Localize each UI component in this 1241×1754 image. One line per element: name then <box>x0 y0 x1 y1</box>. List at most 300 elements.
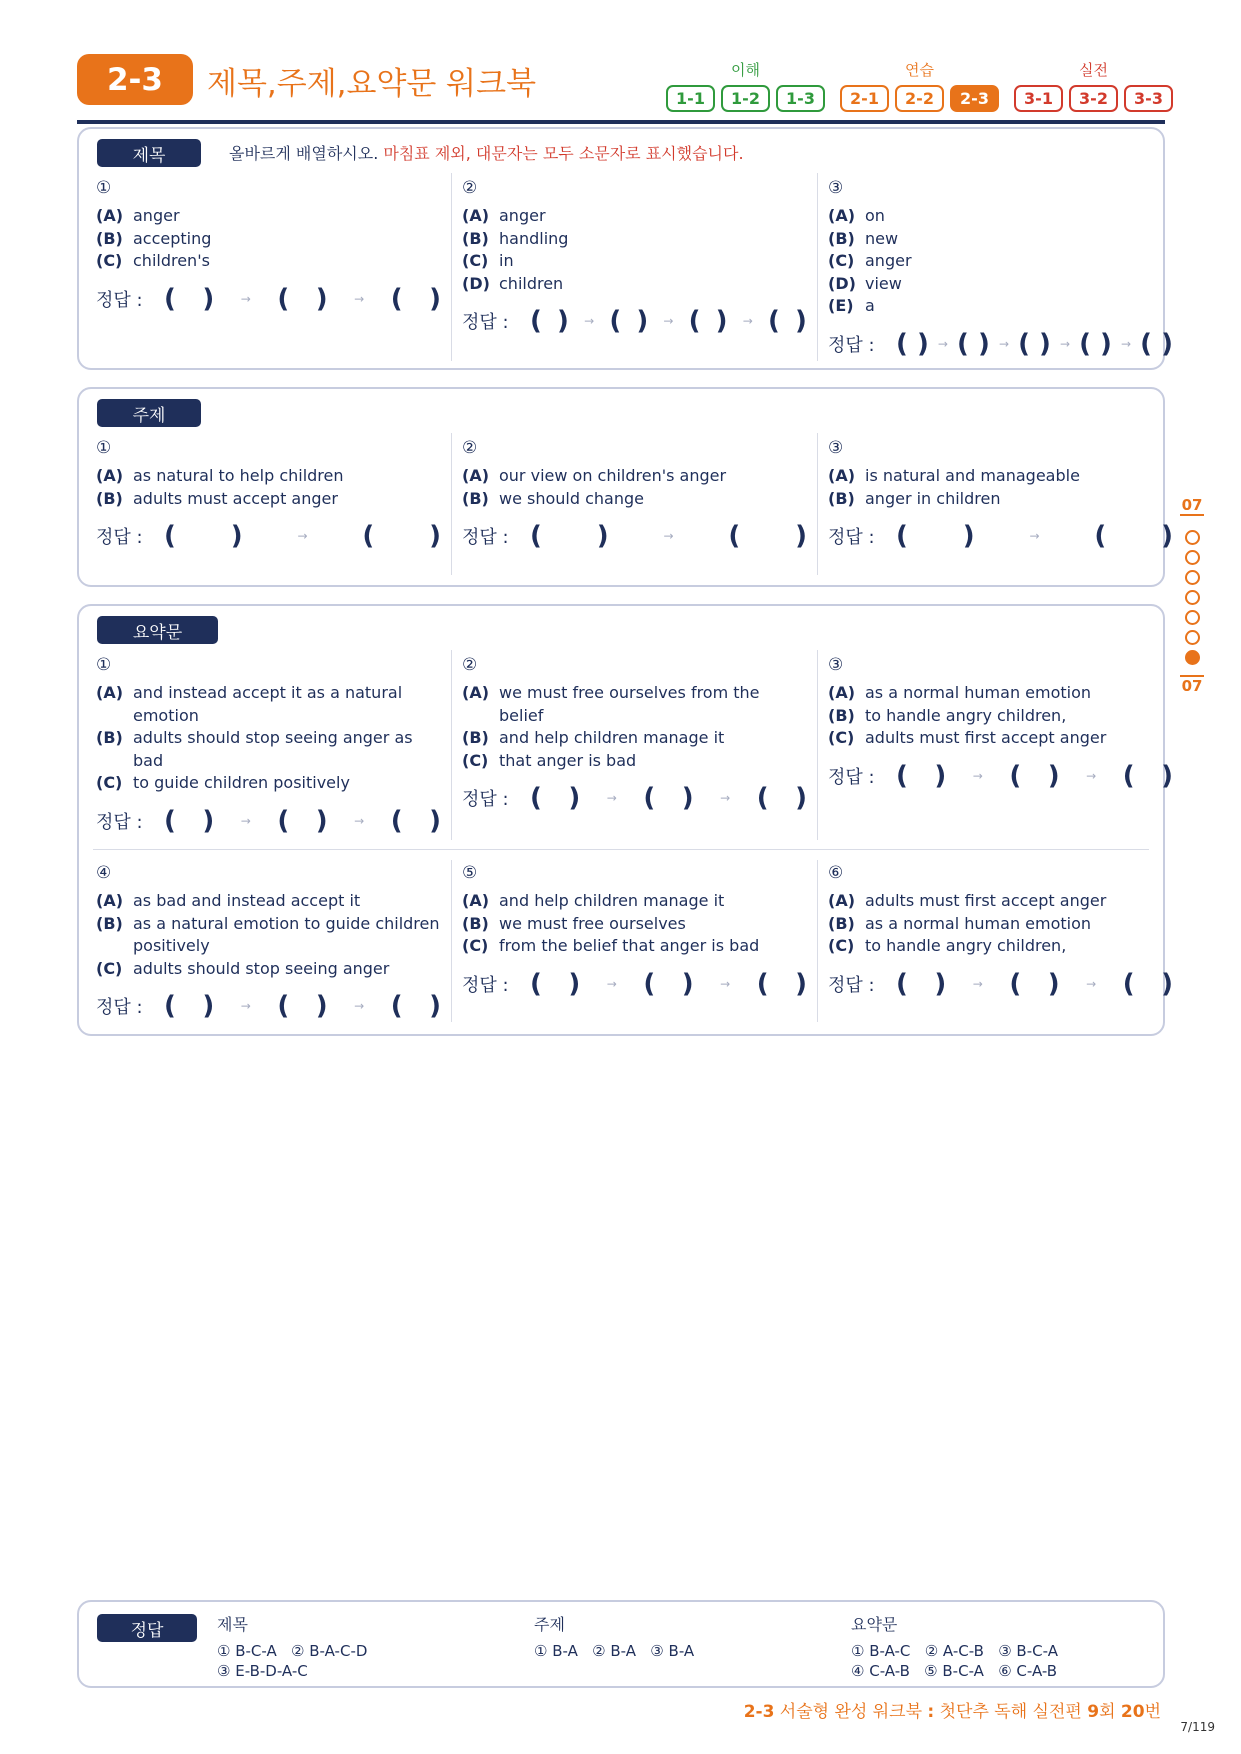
option-row <box>462 250 807 273</box>
option-key: (B) <box>828 488 855 508</box>
option-row <box>96 250 441 273</box>
answer-row <box>96 804 441 838</box>
option-key: (B) <box>462 228 489 248</box>
close-paren: ) <box>795 968 807 999</box>
option-key: (B) <box>96 228 123 248</box>
option-row <box>462 682 807 727</box>
option-text: anger <box>133 206 180 225</box>
option-row <box>96 772 441 795</box>
open-paren: ( <box>530 521 542 552</box>
option-text: adults must accept anger <box>133 488 338 508</box>
arrow-icon: → <box>720 791 731 806</box>
progress-dot <box>1185 530 1200 545</box>
arrow-icon: → <box>354 999 365 1014</box>
instruction: 올바르게 배열하시오. 마침표 제외, 대문자는 모두 소문자로 표시했습니다. <box>229 144 744 163</box>
answer-blanks[interactable] <box>896 760 1173 791</box>
answer-row <box>462 781 807 815</box>
option-key: (C) <box>462 251 489 271</box>
answer-row <box>828 759 1173 793</box>
footer-title: 2-3 서술형 완성 워크북 : 첫단추 독해 실전편 9회 20번 <box>743 1702 1161 1722</box>
option-row <box>828 250 1173 273</box>
option-row <box>96 682 441 727</box>
close-paren: ) <box>1161 521 1173 552</box>
answer-row <box>462 967 807 1001</box>
question-number: ② <box>462 438 478 458</box>
option-row <box>96 228 441 251</box>
question-block <box>96 654 441 838</box>
option-text: adults must first accept anger <box>865 891 1107 910</box>
answer-blanks[interactable] <box>164 283 441 314</box>
answer-row <box>96 282 441 316</box>
option-text: anger <box>865 251 912 271</box>
option-key: (C) <box>828 936 855 956</box>
answer-blanks[interactable] <box>164 521 441 552</box>
answer-row <box>828 519 1173 553</box>
option-row <box>828 913 1173 936</box>
open-paren: ( <box>896 328 908 359</box>
answer-label: 정답 : <box>462 527 509 549</box>
open-paren: ( <box>756 968 769 999</box>
option-text: anger <box>499 206 546 225</box>
close-paren: ) <box>795 783 807 814</box>
answer-blanks[interactable] <box>896 328 1173 359</box>
option-text: from the belief that anger is bad <box>499 936 760 956</box>
close-paren: ) <box>1161 328 1173 359</box>
close-paren: ) <box>568 968 581 999</box>
question-number: ⑥ <box>828 863 844 883</box>
open-paren: ( <box>1140 328 1153 359</box>
answer-key-summary: 요약문 ① B-A-C ② A-C-B ③ B-C-A ④ C-A-B ⑤ B-C-A ⑥ C-A-B <box>851 1615 1058 1680</box>
summary-section <box>77 604 1173 1036</box>
close-paren: ) <box>429 283 441 314</box>
nav-pill-2-2[interactable]: 2-2 <box>895 85 944 112</box>
option-row <box>462 488 807 511</box>
answer-blanks[interactable] <box>896 968 1173 999</box>
option-text: to guide children positively <box>133 773 350 793</box>
option-row <box>462 727 807 750</box>
option-text: our view on children's anger <box>499 466 727 485</box>
column-divider <box>451 173 452 361</box>
option-key: (B) <box>462 728 489 748</box>
question-number: ③ <box>828 655 844 675</box>
page-number: 7/119 <box>1180 1720 1215 1734</box>
option-key: (A) <box>96 891 124 910</box>
progress-dot <box>1185 570 1200 585</box>
option-text: adults must first accept anger <box>865 728 1107 748</box>
nav-pill-2-3[interactable]: 2-3 <box>950 85 999 112</box>
question-block <box>462 177 807 338</box>
arrow-icon: → <box>240 999 251 1014</box>
close-paren: ) <box>934 968 947 999</box>
close-paren: ) <box>202 991 215 1022</box>
answer-label: 정답 : <box>828 766 875 788</box>
option-row <box>828 465 1173 488</box>
option-key: (C) <box>828 251 855 271</box>
option-key: (A) <box>828 466 856 485</box>
row-divider <box>93 849 1149 850</box>
option-key: (C) <box>462 750 489 770</box>
question-number: ② <box>462 178 478 198</box>
open-paren: ( <box>530 968 542 999</box>
option-row <box>828 705 1173 728</box>
close-paren: ) <box>1047 760 1060 791</box>
open-paren: ( <box>530 783 542 814</box>
option-row <box>96 913 441 958</box>
option-text: as a natural emotion to guide children positively <box>133 913 440 956</box>
option-row <box>462 913 807 936</box>
nav-group-label: 이해 <box>731 61 760 79</box>
option-key: (C) <box>96 773 123 793</box>
option-row <box>828 727 1173 750</box>
answer-label: 정답 : <box>462 312 509 334</box>
column-divider <box>451 433 452 575</box>
question-block <box>828 437 1173 553</box>
option-text: handling <box>499 228 569 248</box>
answer-label: 정답 : <box>96 527 143 549</box>
close-paren: ) <box>315 805 328 836</box>
option-row <box>828 488 1173 511</box>
answer-row <box>828 967 1173 1001</box>
answer-label: 정답 : <box>828 527 875 549</box>
answer-row <box>462 304 807 338</box>
open-paren: ( <box>1094 521 1107 552</box>
close-paren: ) <box>315 283 328 314</box>
open-paren: ( <box>277 991 290 1022</box>
arrow-icon: → <box>606 976 617 991</box>
option-text: as a normal human emotion <box>865 913 1092 933</box>
option-key: (C) <box>96 958 123 978</box>
option-row <box>462 890 807 913</box>
option-key: (B) <box>96 488 123 508</box>
answer-row <box>96 989 441 1023</box>
close-paren: ) <box>794 306 807 337</box>
close-paren: ) <box>429 805 441 836</box>
open-paren: ( <box>688 306 701 337</box>
option-key: (D) <box>828 273 856 293</box>
nav-pill-3-2[interactable]: 3-2 <box>1069 85 1118 112</box>
progress-dot <box>1185 650 1200 665</box>
progress-dot <box>1185 590 1200 605</box>
question-number: ① <box>96 178 112 198</box>
answer-label: 정답 : <box>96 289 143 311</box>
close-paren: ) <box>1039 328 1051 359</box>
arrow-icon: → <box>1086 768 1097 783</box>
question-number: ① <box>96 438 112 458</box>
option-text: that anger is bad <box>499 750 637 770</box>
option-key: (C) <box>462 936 489 956</box>
option-row <box>96 488 441 511</box>
close-paren: ) <box>916 328 929 359</box>
option-key: (B) <box>828 705 855 725</box>
nav-pill-3-1[interactable]: 3-1 <box>1014 85 1063 112</box>
question-block <box>96 437 441 553</box>
instruction-note: 마침표 제외, 대문자는 모두 소문자로 표시했습니다. <box>378 144 744 163</box>
option-row <box>828 890 1173 913</box>
option-text: adults should stop seeing anger as bad <box>133 728 413 770</box>
option-key: (B) <box>462 913 489 933</box>
open-paren: ( <box>1079 328 1091 359</box>
close-paren: ) <box>681 783 694 814</box>
arrow-icon: → <box>606 791 617 806</box>
option-text: view <box>865 273 902 293</box>
option-text: and help children manage it <box>499 891 725 910</box>
open-paren: ( <box>530 306 542 337</box>
column-divider <box>817 173 818 361</box>
option-row <box>462 750 807 773</box>
option-text: on <box>865 206 885 225</box>
open-paren: ( <box>362 521 375 552</box>
option-text: we must free ourselves <box>499 913 686 933</box>
open-paren: ( <box>896 968 908 999</box>
progress-dot <box>1185 630 1200 645</box>
option-row <box>96 958 441 981</box>
option-row <box>462 935 807 958</box>
option-text: to handle angry children, <box>865 936 1067 956</box>
header-divider <box>77 120 1165 124</box>
option-row <box>96 727 441 772</box>
answer-blanks[interactable] <box>530 521 807 552</box>
arrow-icon: → <box>1059 336 1071 351</box>
option-key: (B) <box>462 488 489 508</box>
arrow-icon: → <box>240 813 251 828</box>
option-key: (B) <box>96 913 123 933</box>
close-paren: ) <box>1161 968 1173 999</box>
answer-label: 정답 : <box>96 997 143 1019</box>
open-paren: ( <box>767 306 780 337</box>
open-paren: ( <box>164 991 176 1022</box>
open-paren: ( <box>643 783 656 814</box>
option-row <box>828 205 1173 228</box>
answer-key <box>77 1600 1165 1688</box>
lesson-badge: 2-3 <box>77 54 193 105</box>
nav-pill-1-3[interactable]: 1-3 <box>776 85 825 112</box>
option-key: (A) <box>96 466 124 485</box>
option-key: (A) <box>828 206 856 225</box>
arrow-icon: → <box>1029 529 1040 544</box>
answer-blanks[interactable] <box>164 805 441 836</box>
option-key: (C) <box>96 251 123 271</box>
option-text: a <box>865 296 875 316</box>
question-block <box>828 177 1173 361</box>
question-number: ③ <box>828 178 844 198</box>
open-paren: ( <box>728 521 741 552</box>
close-paren: ) <box>202 283 215 314</box>
option-row <box>828 228 1173 251</box>
option-row <box>828 935 1173 958</box>
nav-pill-3-3[interactable]: 3-3 <box>1124 85 1173 112</box>
option-key: (A) <box>828 891 856 910</box>
option-key: (A) <box>96 683 124 702</box>
option-row <box>828 682 1173 705</box>
close-paren: ) <box>557 306 569 337</box>
close-paren: ) <box>596 521 609 552</box>
option-text: to handle angry children, <box>865 705 1067 725</box>
arrow-icon: → <box>937 336 948 351</box>
close-paren: ) <box>962 521 975 552</box>
close-paren: ) <box>1047 968 1060 999</box>
option-text: and instead accept it as a natural emotion <box>133 683 403 725</box>
option-text: adults should stop seeing anger <box>133 958 390 978</box>
option-key: (B) <box>828 913 855 933</box>
column-divider <box>817 860 818 1022</box>
arrow-icon: → <box>354 291 365 306</box>
title-section <box>77 127 1173 370</box>
option-text: new <box>865 228 899 248</box>
open-paren: ( <box>277 283 290 314</box>
option-text: we should change <box>499 488 644 508</box>
open-paren: ( <box>390 283 403 314</box>
open-paren: ( <box>756 783 769 814</box>
answer-label: 정답 : <box>96 811 143 833</box>
progress-dot <box>1185 610 1200 625</box>
option-key: (A) <box>96 206 124 225</box>
column-divider <box>817 433 818 575</box>
option-text: as a normal human emotion <box>865 683 1092 702</box>
close-paren: ) <box>636 306 649 337</box>
option-key: (A) <box>462 466 490 485</box>
option-text: anger in children <box>865 488 1001 508</box>
open-paren: ( <box>164 805 176 836</box>
arrow-icon: → <box>1121 336 1132 351</box>
option-row <box>828 273 1173 296</box>
page-title: 제목,주제,요약문 워크북 <box>207 66 537 102</box>
open-paren: ( <box>1009 968 1022 999</box>
option-text: is natural and manageable <box>865 466 1080 485</box>
close-paren: ) <box>315 991 328 1022</box>
option-key: (B) <box>828 228 855 248</box>
option-row <box>462 228 807 251</box>
option-text: as bad and instead accept it <box>133 891 361 910</box>
close-paren: ) <box>230 521 243 552</box>
close-paren: ) <box>715 306 728 337</box>
open-paren: ( <box>277 805 290 836</box>
answer-row <box>96 519 441 553</box>
open-paren: ( <box>164 283 176 314</box>
close-paren: ) <box>429 521 441 552</box>
answer-label: 정답 : <box>828 334 875 356</box>
option-row <box>462 273 807 296</box>
open-paren: ( <box>896 760 908 791</box>
arrow-icon: → <box>354 813 365 828</box>
arrow-icon: → <box>297 529 308 544</box>
column-divider <box>817 650 818 840</box>
close-paren: ) <box>429 991 441 1022</box>
option-key: (A) <box>828 683 856 702</box>
answer-blanks[interactable] <box>530 968 807 999</box>
answer-blanks[interactable] <box>530 306 807 337</box>
option-key: (C) <box>828 728 855 748</box>
open-paren: ( <box>1122 760 1135 791</box>
answer-key-title: 제목 ① B-C-A ② B-A-C-D ③ E-B-D-A-C <box>217 1615 368 1680</box>
option-text: we must free ourselves from the belief <box>499 683 760 725</box>
answer-label: 정답 : <box>462 974 509 996</box>
option-text: as natural to help children <box>133 466 344 485</box>
progress-label-bottom: 07 <box>1181 677 1203 695</box>
open-paren: ( <box>957 328 969 359</box>
close-paren: ) <box>934 760 947 791</box>
option-key: (D) <box>462 273 490 293</box>
answer-label: 정답 : <box>462 789 509 811</box>
option-text: and help children manage it <box>499 728 725 748</box>
question-number: ③ <box>828 438 844 458</box>
section-tag: 주제 <box>97 399 201 427</box>
close-paren: ) <box>202 805 215 836</box>
open-paren: ( <box>1122 968 1135 999</box>
close-paren: ) <box>681 968 694 999</box>
question-number: ④ <box>96 863 112 883</box>
answer-blanks[interactable] <box>164 991 441 1022</box>
option-key: (A) <box>462 891 490 910</box>
close-paren: ) <box>1161 760 1173 791</box>
open-paren: ( <box>643 968 656 999</box>
option-row <box>462 465 807 488</box>
option-text: accepting <box>133 228 212 248</box>
open-paren: ( <box>609 306 622 337</box>
question-block <box>96 862 441 1023</box>
section-tag: 요약문 <box>97 616 218 644</box>
option-text: in <box>499 251 514 271</box>
open-paren: ( <box>390 991 403 1022</box>
answer-key-topic: 주제 ① B-A ② B-A ③ B-A <box>534 1615 695 1660</box>
arrow-icon: → <box>1086 976 1097 991</box>
question-block <box>828 654 1173 793</box>
arrow-icon: → <box>663 529 674 544</box>
progress-label-top: 07 <box>1181 496 1203 514</box>
nav-pill-2-1[interactable]: 2-1 <box>840 85 889 112</box>
option-key: (B) <box>96 728 123 748</box>
option-key: (A) <box>462 206 490 225</box>
nav-pill-1-2[interactable]: 1-2 <box>721 85 770 112</box>
open-paren: ( <box>1018 328 1030 359</box>
arrow-icon: → <box>742 314 753 329</box>
question-number: ⑤ <box>462 863 478 883</box>
option-key: (E) <box>828 296 854 316</box>
option-text: children's <box>133 251 210 271</box>
question-block <box>462 437 807 553</box>
arrow-icon: → <box>663 314 674 329</box>
nav-group-label: 연습 <box>905 61 934 79</box>
option-row <box>96 465 441 488</box>
answer-row <box>462 519 807 553</box>
answer-row <box>828 327 1173 361</box>
question-block <box>462 654 807 815</box>
column-divider <box>451 860 452 1022</box>
arrow-icon: → <box>240 291 251 306</box>
close-paren: ) <box>795 521 807 552</box>
answer-blanks[interactable] <box>896 521 1173 552</box>
arrow-icon: → <box>998 336 1009 351</box>
arrow-icon: → <box>972 768 983 783</box>
question-number: ② <box>462 655 478 675</box>
close-paren: ) <box>1100 328 1112 359</box>
open-paren: ( <box>390 805 403 836</box>
answer-key-tag: 정답 <box>97 1614 197 1642</box>
arrow-icon: → <box>720 976 731 991</box>
nav-pill-1-1[interactable]: 1-1 <box>666 85 715 112</box>
option-text: children <box>499 273 564 293</box>
answer-blanks[interactable] <box>530 783 807 814</box>
close-paren: ) <box>568 783 581 814</box>
answer-label: 정답 : <box>828 974 875 996</box>
open-paren: ( <box>164 521 176 552</box>
option-row <box>462 205 807 228</box>
question-block <box>462 862 807 1001</box>
option-row <box>96 205 441 228</box>
column-divider <box>451 650 452 840</box>
option-key: (A) <box>462 683 490 702</box>
section-tag: 제목 <box>97 139 201 167</box>
arrow-icon: → <box>584 314 595 329</box>
